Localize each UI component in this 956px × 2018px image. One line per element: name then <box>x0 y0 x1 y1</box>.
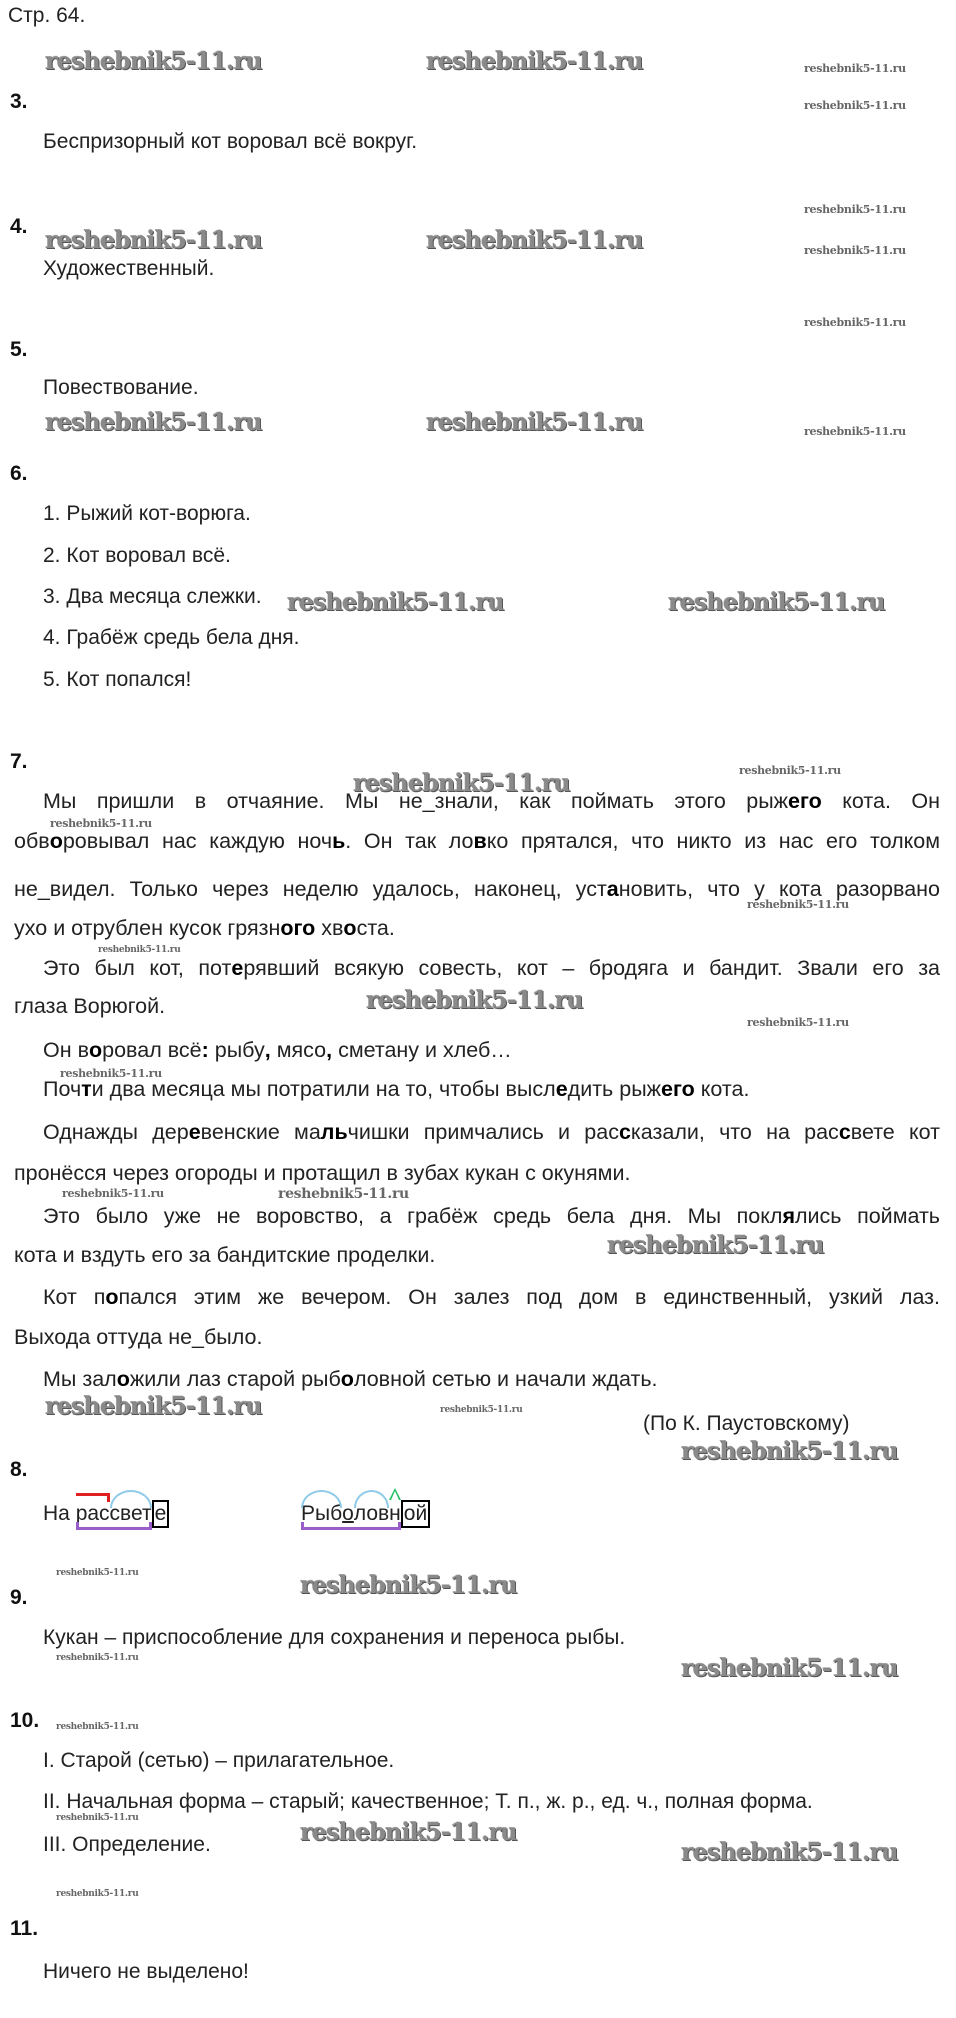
highlighted-letter: ого <box>280 916 316 940</box>
watermark: reshebnik5-11.ru <box>681 1837 898 1866</box>
text-segment: пался этим же вечером. Он залез под дом в единственный, узкий лаз. <box>118 1285 940 1309</box>
task-11-number: 11. <box>10 1917 39 1940</box>
text-line <box>43 1367 940 1395</box>
highlighted-letter: о <box>89 1038 103 1062</box>
watermark: reshebnik5-11.ru <box>353 768 570 797</box>
watermark: reshebnik5-11.ru <box>45 46 262 75</box>
text-line <box>14 916 940 944</box>
watermark: reshebnik5-11.ru <box>668 587 885 616</box>
preposition: На <box>43 1502 76 1525</box>
text-segment: Однажды дер <box>43 1120 189 1144</box>
task-8-number: 8. <box>10 1458 28 1481</box>
watermark: reshebnik5-11.ru <box>56 1653 139 1663</box>
text-line <box>14 1161 940 1189</box>
stem-underline-icon <box>76 1527 152 1530</box>
text-line <box>14 994 940 1022</box>
task-7-number: 7. <box>10 750 28 773</box>
task-4-answer: Художественный. <box>43 257 215 280</box>
watermark: reshebnik5-11.ru <box>98 945 181 955</box>
text-segment: глаза Ворюгой. <box>14 994 166 1018</box>
highlighted-letter: е <box>555 1077 568 1101</box>
text-segment: ловной сетью и начали ждать. <box>353 1367 658 1391</box>
highlighted-letter: о <box>340 1367 354 1391</box>
watermark: reshebnik5-11.ru <box>426 407 643 436</box>
highlighted-letter: в <box>473 829 487 853</box>
watermark: reshebnik5-11.ru <box>440 1405 523 1415</box>
root-arc-icon <box>354 1490 389 1508</box>
text-segment: Выхода оттуда не_было. <box>14 1325 263 1349</box>
text-segment: Он в <box>43 1038 89 1062</box>
watermark: reshebnik5-11.ru <box>56 1889 139 1899</box>
task-10-number: 10. <box>10 1709 40 1732</box>
highlighted-letter: его <box>788 789 822 813</box>
watermark: reshebnik5-11.ru <box>426 46 643 75</box>
suffix: н <box>389 1502 401 1526</box>
task-11-answer: Ничего не выделено! <box>43 1960 249 1983</box>
text-segment: ровал всё <box>102 1038 202 1062</box>
watermark: reshebnik5-11.ru <box>681 1436 898 1465</box>
text-segment: Кот п <box>43 1285 106 1309</box>
page-number: Стр. 64. <box>8 4 86 27</box>
morpheme-parse-rybolovnoy <box>301 1500 430 1528</box>
text-line <box>43 956 940 984</box>
text-segment: вете кот <box>850 1120 940 1144</box>
text-segment: мясо <box>270 1038 327 1062</box>
highlighted-letter: ль <box>320 1120 348 1144</box>
task-3-number: 3. <box>10 90 28 113</box>
watermark: reshebnik5-11.ru <box>747 1016 849 1029</box>
watermark: reshebnik5-11.ru <box>287 587 504 616</box>
watermark: reshebnik5-11.ru <box>45 1391 262 1420</box>
prefix: рас <box>76 1502 110 1526</box>
text-line <box>43 1038 940 1066</box>
root-arc-icon <box>301 1490 342 1508</box>
highlighted-letter: с <box>618 1120 631 1144</box>
watermark: reshebnik5-11.ru <box>56 1813 139 1823</box>
text-line <box>14 1243 940 1271</box>
highlighted-letter: с <box>838 1120 851 1144</box>
text-line <box>14 1325 940 1353</box>
watermark: reshebnik5-11.ru <box>804 62 906 75</box>
task-5-number: 5. <box>10 338 28 361</box>
watermark: reshebnik5-11.ru <box>739 764 841 777</box>
text-segment: . Он так ло <box>345 829 474 853</box>
analysis-item: II. Начальная форма – старый; качественное; Т. п., ж. р., ед. ч., полная форма. <box>43 1790 813 1813</box>
text-segment: не_видел. Только через неделю удалось, наконец, уст <box>14 877 607 901</box>
plan-item: 5. Кот попался! <box>43 668 192 691</box>
highlighted-letter: я <box>782 1204 795 1228</box>
watermark: reshebnik5-11.ru <box>62 1187 164 1200</box>
watermark: reshebnik5-11.ru <box>804 99 906 112</box>
watermark: reshebnik5-11.ru <box>278 1186 409 1202</box>
analysis-item: I. Старой (сетью) – прилагательное. <box>43 1749 395 1772</box>
plan-item: 2. Кот воровал всё. <box>43 544 231 567</box>
watermark: reshebnik5-11.ru <box>804 316 906 329</box>
text-segment: кота. Он <box>821 789 940 813</box>
text-segment: ко прятался, что никто из нас его толком <box>486 829 940 853</box>
text-segment: пронёсся через огороды и протащил в зубах кукан с окунями. <box>14 1161 631 1185</box>
watermark: reshebnik5-11.ru <box>60 1067 162 1080</box>
text-segment: рыбу <box>208 1038 265 1062</box>
watermark: reshebnik5-11.ru <box>607 1230 824 1259</box>
ending: е <box>152 1500 170 1528</box>
watermark: reshebnik5-11.ru <box>426 225 643 254</box>
highlighted-letter: , <box>264 1038 271 1062</box>
text-segment: дить рыж <box>567 1077 662 1101</box>
watermark: reshebnik5-11.ru <box>56 1722 139 1732</box>
connecting-vowel: о <box>342 1502 354 1525</box>
text-line <box>43 1204 940 1232</box>
text-segment: кота. <box>694 1077 750 1101</box>
text-segment: ухо и отрублен кусок грязн <box>14 916 281 940</box>
text-segment: Мы зал <box>43 1367 117 1391</box>
text-segment: ровывал нас каждую ноч <box>62 829 333 853</box>
highlighted-letter: , <box>326 1038 333 1062</box>
highlighted-letter: о <box>105 1285 119 1309</box>
text-segment: казали, что на рас <box>630 1120 839 1144</box>
text-line <box>43 1285 940 1313</box>
text-segment: Это было уже не воровство, а грабёж средь бела дня. Мы покл <box>43 1204 783 1228</box>
task-3-answer: Беспризорный кот воровал всё вокруг. <box>43 130 418 153</box>
watermark: reshebnik5-11.ru <box>804 203 906 216</box>
root-2: лов <box>354 1502 389 1526</box>
root-1: Рыб <box>301 1502 342 1526</box>
watermark: reshebnik5-11.ru <box>45 225 262 254</box>
task-9-number: 9. <box>10 1586 28 1609</box>
prefix-mark-icon <box>76 1493 110 1496</box>
text-segment: и два месяца мы потратили на то, чтобы высл <box>91 1077 556 1101</box>
plan-item: 3. Два месяца слежки. <box>43 585 262 608</box>
highlighted-letter: ь <box>332 829 346 853</box>
text-segment: Мы пришли в отчаяние. Мы не_знали, как поймать этого рыж <box>43 789 789 813</box>
watermark: reshebnik5-11.ru <box>804 244 906 257</box>
text-line <box>14 829 940 857</box>
watermark: reshebnik5-11.ru <box>300 1817 517 1846</box>
text-line <box>43 1077 940 1105</box>
highlighted-letter: т <box>81 1077 92 1101</box>
stem-group <box>301 1502 401 1526</box>
plan-item: 1. Рыжий кот-ворюга. <box>43 502 251 525</box>
watermark: reshebnik5-11.ru <box>56 1568 139 1578</box>
highlighted-letter: а <box>606 877 619 901</box>
text-segment: чишки примчались и рас <box>347 1120 619 1144</box>
highlighted-letter: е <box>188 1120 201 1144</box>
highlighted-letter: о <box>49 829 63 853</box>
text-segment: лись поймать <box>794 1204 940 1228</box>
suffix-mark-icon <box>389 1488 401 1500</box>
plan-item: 4. Грабёж средь бела дня. <box>43 626 300 649</box>
task-4-number: 4. <box>10 215 28 238</box>
task-6-number: 6. <box>10 462 28 485</box>
stem-underline-icon <box>301 1527 401 1530</box>
stem-group <box>76 1502 152 1526</box>
watermark: reshebnik5-11.ru <box>300 1570 517 1599</box>
task-9-answer: Кукан – приспособление для сохранения и переноса рыбы. <box>43 1626 626 1649</box>
source-attribution: (По К. Паустовскому) <box>643 1412 850 1435</box>
text-segment: кота и вздуть его за бандитские проделки. <box>14 1243 436 1267</box>
text-segment: сметану и хлеб… <box>332 1038 512 1062</box>
text-segment: обв <box>14 829 50 853</box>
highlighted-letter: е <box>231 956 244 980</box>
text-segment: венские ма <box>200 1120 321 1144</box>
text-segment: Это был кот, пот <box>43 956 232 980</box>
text-segment: ста. <box>356 916 395 940</box>
text-segment: новить, что у кота разорвано <box>618 877 940 901</box>
text-segment: жили лаз старой рыб <box>129 1367 341 1391</box>
text-segment: хв <box>315 916 344 940</box>
watermark: reshebnik5-11.ru <box>804 425 906 438</box>
text-line <box>43 789 940 817</box>
watermark: reshebnik5-11.ru <box>747 898 849 911</box>
highlighted-letter: : <box>201 1038 209 1062</box>
text-segment: Поч <box>43 1077 82 1101</box>
watermark: reshebnik5-11.ru <box>681 1653 898 1682</box>
text-line <box>43 1120 940 1148</box>
highlighted-letter: его <box>661 1077 695 1101</box>
highlighted-letter: о <box>116 1367 130 1391</box>
ending: ой <box>401 1500 430 1528</box>
watermark: reshebnik5-11.ru <box>366 985 583 1014</box>
morpheme-parse-na-rassvete <box>43 1500 169 1528</box>
text-segment: рявший всякую совесть, кот – бродяга и бандит. Звали его за <box>243 956 940 980</box>
task-5-answer: Повествование. <box>43 376 199 399</box>
text-line <box>14 877 940 905</box>
analysis-item: III. Определение. <box>43 1833 211 1856</box>
root: свет <box>110 1502 152 1526</box>
highlighted-letter: о <box>343 916 357 940</box>
root-arc-icon <box>110 1490 152 1508</box>
watermark: reshebnik5-11.ru <box>50 817 152 830</box>
watermark: reshebnik5-11.ru <box>45 407 262 436</box>
